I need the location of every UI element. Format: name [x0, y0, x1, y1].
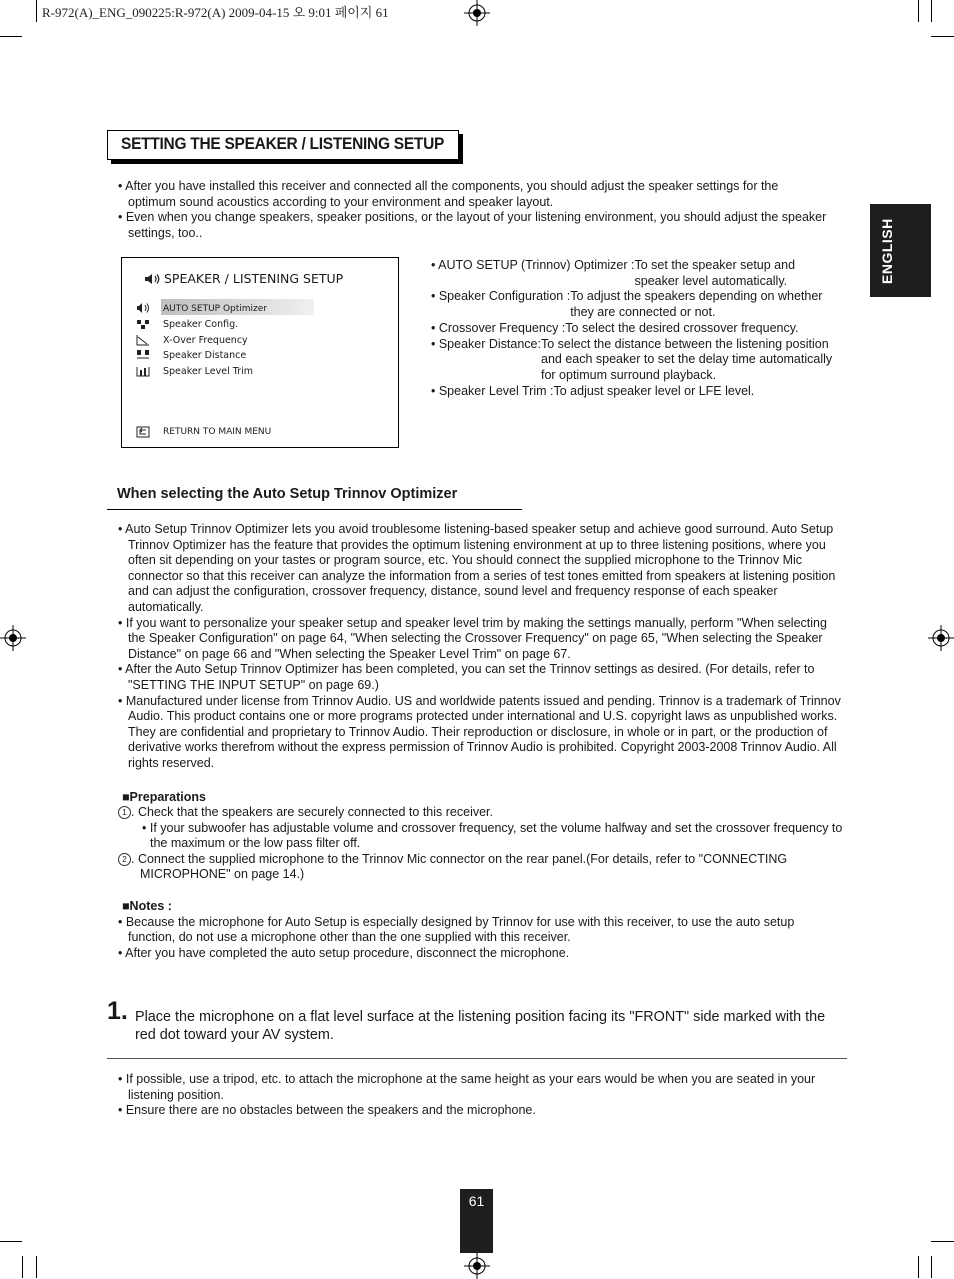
tip-bullet: • Ensure there are no obstacles between the speakers and the microphone. — [118, 1103, 536, 1118]
step-number-circle: 2 — [118, 853, 131, 866]
speaker-icon — [144, 273, 160, 285]
speaker-config-icon — [136, 318, 150, 330]
body-bullet: • After the Auto Setup Trinnov Optimizer has been completed, you can set the Trinnov settings as desired. (For details, refer to "SETTING THE INPUT SETUP" on page 69.) — [118, 662, 815, 692]
menu-item-level-trim[interactable]: Speaker Level Trim — [163, 366, 253, 377]
preparations-heading: ■Preparations — [122, 789, 206, 804]
menu-item-speaker-config[interactable]: Speaker Config. — [163, 319, 239, 330]
registration-mark-bottom — [464, 1253, 490, 1279]
body-bullet: • If you want to personalize your speaker setup and speaker level trim by making the settings manually, perform "When selecting the Speaker Configuration" on page 64, "When selecting the Crossover Frequency" on page 65, "When selecting the Speaker Distance" on page 66 and "When selecting the Speaker Level Trim" on page 67. — [118, 615, 827, 661]
registration-mark-top — [464, 0, 490, 26]
menu-descriptions — [431, 258, 841, 399]
body-bullet: • Manufactured under license from Trinnov Audio. US and worldwide patents issued and pending. Trinnov is a trademark of Trinnov Audio. This product contains one or more programs protected under international and U.S. copyright laws as unpublished works. They are confidential and proprietary to Trinnov Audio. Their reproduction or disclosure, in whole or in part, or the production of derivative works therefrom without the express permission of Trinnov Audio is prohibited. Copyright 2003-2008 Trinnov Audio. All rights reserved. — [118, 693, 841, 770]
notes-heading: ■Notes : — [122, 899, 172, 914]
menu-item-crossover[interactable]: X-Over Frequency — [163, 335, 248, 346]
body-bullet: • Auto Setup Trinnov Optimizer lets you avoid troublesome listening-based speaker setup and achieve good surround. Auto Setup Trinnov Optimizer has the feature that provides the optimum listening environment at up to three listening positions, where you often sit depending on your tastes or program source, etc. You should connect the supplied microphone to the Trinnov Mic connector so that this receiver can analyze the information from a series of test tones emitted from speakers at listening position and can adjust the configuration, crossover frequency, distance, sound level and frequency response of each speaker automatically. — [118, 522, 836, 614]
tip-bullet: • If possible, use a tripod, etc. to attach the microphone at the same height as your ears would be when you are seated in your listening position. — [118, 1072, 816, 1102]
preparation-step-2: 2 . Connect the supplied microphone to the Trinnov Mic connector on the rear panel.(For details, refer to "CONNECTING MICROPHONE" on page 14.) — [118, 852, 844, 883]
auto-setup-body — [118, 522, 844, 961]
language-tab-label: ENGLISH — [879, 218, 895, 284]
description-item: • Speaker Configuration : To adjust the speakers depending on whether they are connected or not. — [431, 289, 823, 320]
description-item: • Speaker Level Trim : To adjust speaker level or LFE level. — [431, 383, 755, 398]
subsection-title: When selecting the Auto Setup Trinnov Optimizer — [117, 486, 458, 502]
page-number-tab — [460, 1189, 493, 1253]
menu-title: SPEAKER / LISTENING SETUP — [164, 271, 344, 286]
return-icon — [136, 426, 150, 438]
section-title: SETTING THE SPEAKER / LISTENING SETUP — [121, 135, 445, 153]
language-tab — [870, 204, 931, 297]
step-text: Place the microphone on a flat level surface at the listening position facing its "FRONT" side marked with the red dot toward your AV system. — [135, 1009, 826, 1043]
description-item: • Crossover Frequency : To select the desired crossover frequency. — [431, 320, 799, 335]
menu-item-auto-setup[interactable]: AUTO SETUP Optimizer — [163, 304, 268, 314]
divider — [107, 1058, 847, 1059]
intro-bullet: • Even when you change speakers, speaker positions, or the layout of your listening environment, you should adjust the speaker settings, too.. — [118, 210, 827, 240]
menu-item-distance[interactable]: Speaker Distance — [163, 350, 247, 361]
intro-bullets — [118, 179, 828, 241]
preparation-step-1: 1 . Check that the speakers are securely connected to this receiver. — [118, 805, 844, 821]
auto-setup-icon — [136, 302, 150, 314]
description-item: • Speaker Distance: To select the distance between the listening position and each speaker to set the delay time automatically for optimum surround playback. — [431, 336, 833, 382]
registration-mark-left — [0, 625, 26, 651]
return-to-main-menu[interactable]: RETURN TO MAIN MENU — [163, 427, 272, 437]
level-trim-icon — [136, 365, 150, 377]
note-bullet: • Because the microphone for Auto Setup is especially designed by Trinnov for use with this receiver, to use the auto setup function, do not use a microphone other than the one supplied with this receiver. — [118, 914, 795, 945]
note-bullet: • After you have completed the auto setup procedure, disconnect the microphone. — [118, 945, 570, 960]
speaker-setup-menu — [121, 257, 399, 448]
print-header: R-972(A)_ENG_090225:R-972(A) 2009-04-15 오 9:01 페이지 61 — [42, 5, 389, 20]
distance-icon — [136, 349, 150, 361]
step-number: 1. — [107, 997, 128, 1025]
step-number-circle: 1 — [118, 806, 131, 819]
subsection-heading — [107, 483, 522, 510]
registration-mark-right — [928, 625, 954, 651]
description-item: • AUTO SETUP (Trinnov) Optimizer : To set the speaker setup and speaker level automatically. — [431, 258, 796, 288]
page-number: 61 — [468, 1193, 485, 1209]
preparation-substep: • If your subwoofer has adjustable volume and crossover frequency, set the volume halfway and set the crossover frequency to the maximum or the low pass filter off. — [142, 820, 843, 851]
intro-bullet: • After you have installed this receiver and connected all the components, you should adjust the speaker settings for the optimum sound acoustics according to your environment and speaker layout. — [118, 179, 779, 209]
crossover-icon — [136, 334, 150, 346]
tips-bullets — [118, 1072, 844, 1119]
section-title-box — [107, 130, 459, 160]
